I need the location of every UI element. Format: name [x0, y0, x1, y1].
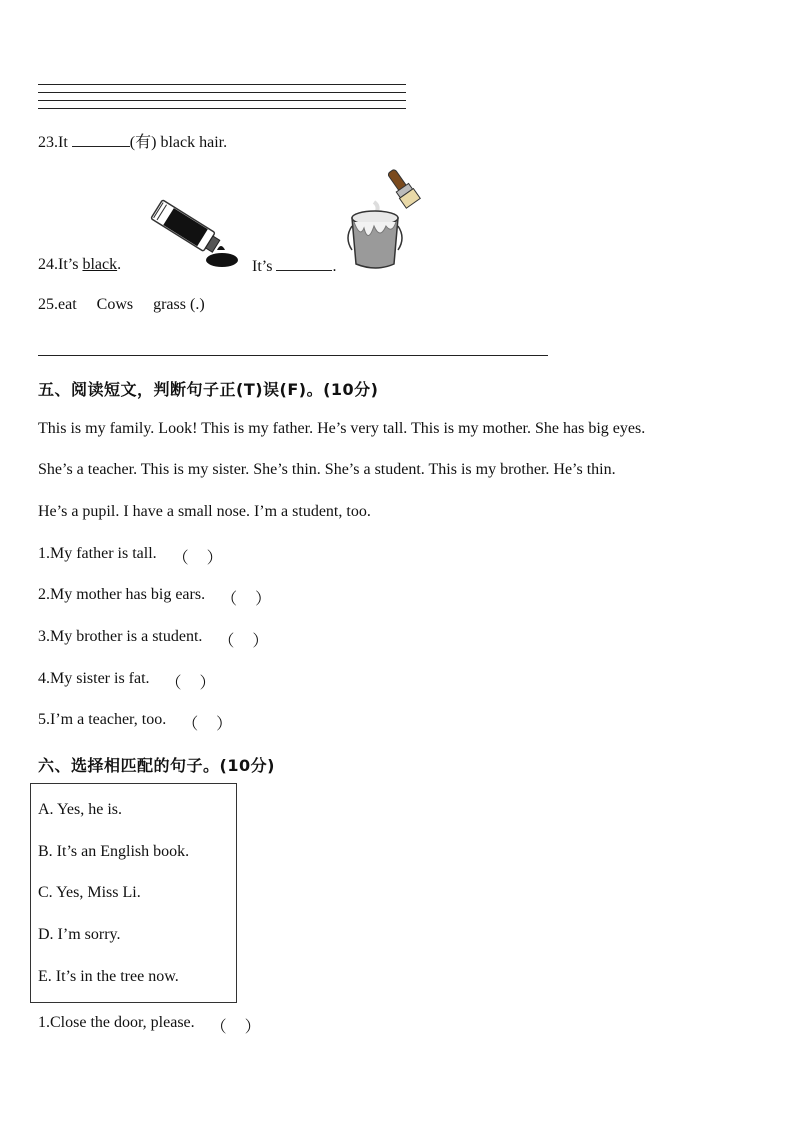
option-item: B. It’s an English book.: [38, 843, 190, 860]
answer-line[interactable]: [38, 355, 548, 356]
tf-item: 3.My brother is a student. （ ）: [38, 628, 269, 650]
paint-bucket-icon: [346, 168, 428, 272]
writing-line: [38, 108, 406, 109]
writing-line: [38, 92, 406, 93]
answer-blank[interactable]: [72, 132, 130, 147]
option-item: C. Yes, Miss Li.: [38, 884, 141, 901]
question-number: 24.: [38, 256, 58, 273]
writing-line: [38, 100, 406, 101]
tf-item: 2.My mother has big ears. （ ）: [38, 586, 272, 608]
section-6-heading: 六、选择相匹配的句子。(10分): [38, 756, 275, 775]
question-number: 25.: [38, 296, 58, 313]
answer-blank[interactable]: [276, 256, 332, 271]
answer-parentheses[interactable]: （ ）: [182, 716, 233, 733]
question-number: 23.: [38, 134, 58, 151]
tf-item: 4.My sister is fat. （ ）: [38, 670, 216, 692]
question-25: 25.eat Cows grass (.): [38, 296, 205, 313]
answer-parentheses[interactable]: （ ）: [210, 1019, 261, 1036]
section-5-heading: 五、阅读短文，判断句子正(T)误(F)。(10分): [38, 380, 379, 399]
option-item: E. It’s in the tree now.: [38, 968, 179, 985]
question-24-part2: It’s .: [252, 258, 337, 275]
writing-line: [38, 84, 406, 85]
question-23: 23.It (有) black hair.: [38, 134, 228, 151]
passage-line: This is my family. Look! This is my father. He’s very tall. This is my mother. She has big eyes.: [38, 420, 646, 437]
passage-line: He’s a pupil. I have a small nose. I’m a student, too.: [38, 503, 371, 520]
match-question: 1.Close the door, please. （ ）: [38, 1014, 261, 1036]
answer-parentheses[interactable]: （ ）: [218, 633, 269, 650]
answer-parentheses[interactable]: （ ）: [165, 675, 216, 692]
passage-line: She’s a teacher. This is my sister. She’s thin. She’s a student. This is my brother. He’s thin.: [38, 461, 616, 478]
answer-parentheses[interactable]: （ ）: [221, 591, 272, 608]
paint-tube-icon: [145, 198, 241, 270]
answer-parentheses[interactable]: （ ）: [172, 550, 223, 567]
tf-item: 1.My father is tall. （ ）: [38, 545, 223, 567]
tf-item: 5.I’m a teacher, too. （ ）: [38, 711, 233, 733]
question-24: 24.It’s black.: [38, 256, 122, 273]
option-item: D. I’m sorry.: [38, 926, 121, 943]
option-item: A. Yes, he is.: [38, 801, 123, 818]
